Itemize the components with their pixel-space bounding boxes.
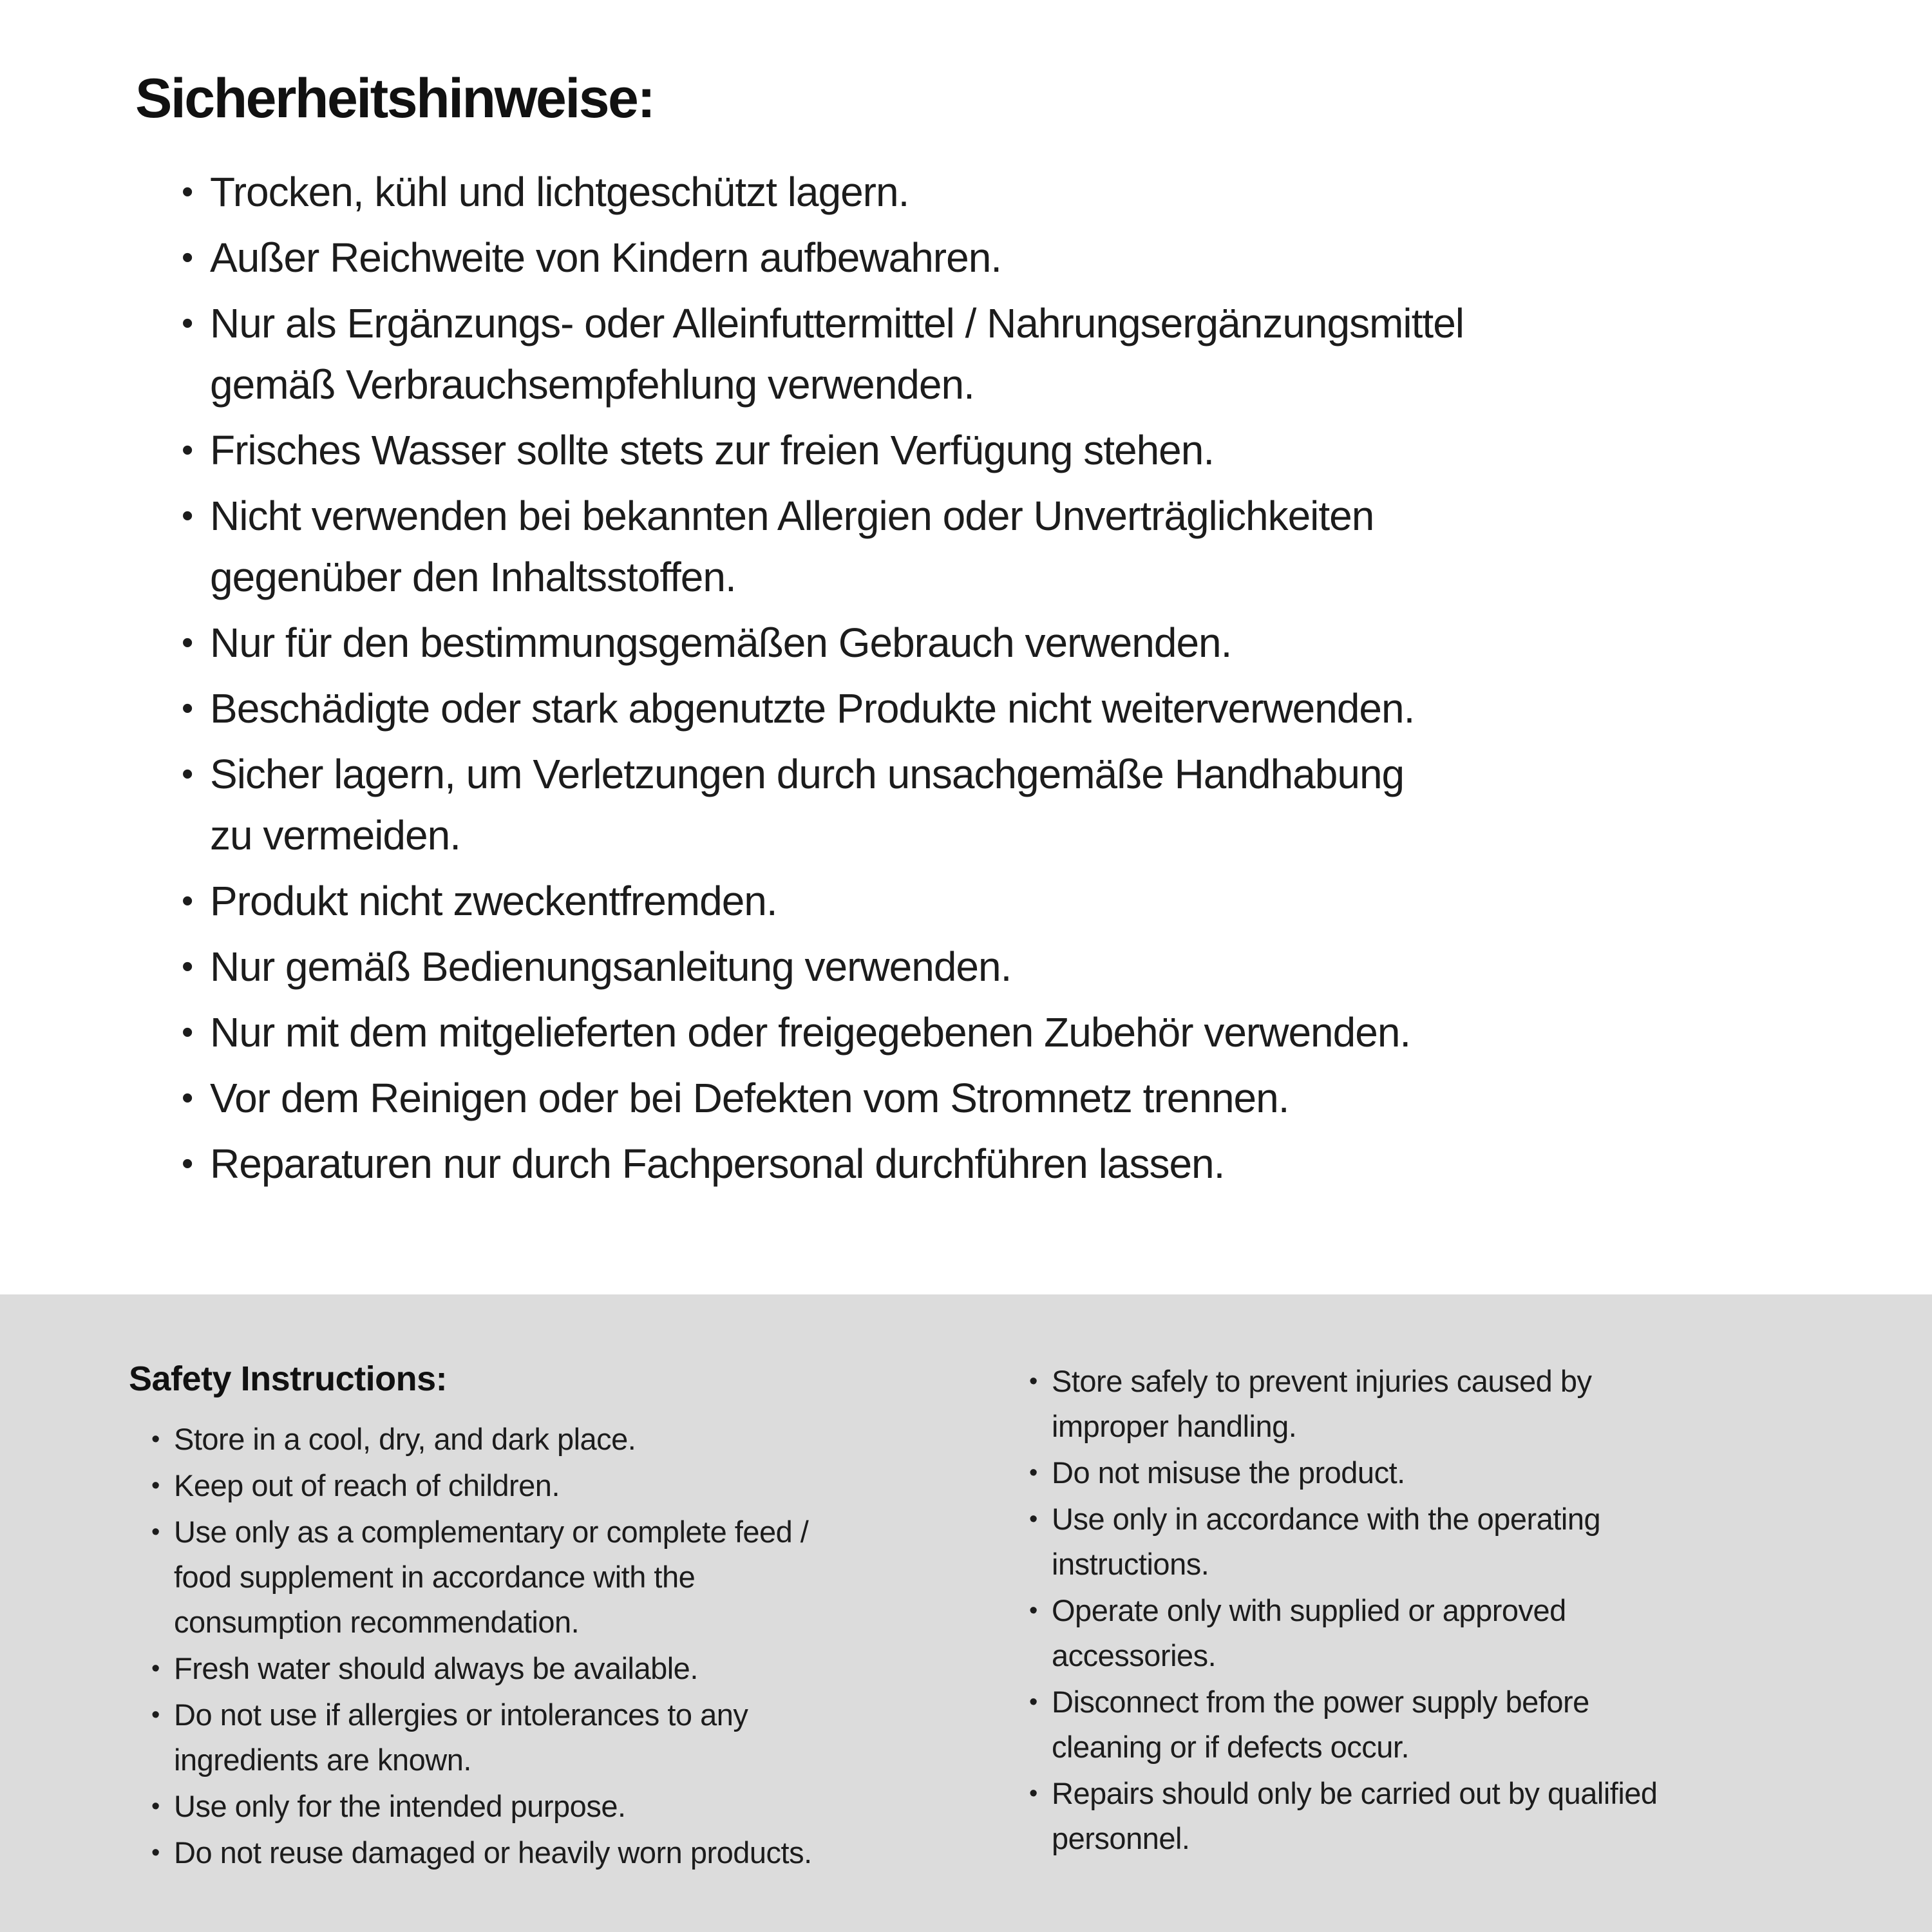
bullet-marker-icon: • (182, 497, 193, 535)
bullet-marker-icon: • (182, 755, 193, 793)
bullet-marker-icon: • (182, 948, 193, 985)
english-safety-list-right (1028, 1359, 1906, 1861)
list-item (179, 162, 1900, 223)
list-item-line: Produkt nicht zweckentfremden. (210, 878, 777, 924)
bullet-marker-icon: • (182, 1079, 193, 1117)
list-item (1028, 1497, 1906, 1587)
list-item-line: ingredients are known. (174, 1743, 471, 1777)
list-item-line: Use only in accordance with the operating (1052, 1502, 1601, 1536)
list-item (1028, 1588, 1906, 1678)
list-item-line: Nur für den bestimmungsgemäßen Gebrauch verwenden. (210, 620, 1232, 666)
list-item (179, 678, 1900, 739)
list-item-line: Do not use if allergies or intolerances to any (174, 1698, 748, 1732)
list-item (179, 486, 1900, 608)
list-item-line: Außer Reichweite von Kindern aufbewahren. (210, 234, 1002, 281)
list-item (150, 1463, 1028, 1508)
list-item-line: Beschädigte oder stark abgenutzte Produkte nicht weiterverwenden. (210, 685, 1415, 732)
english-left-column (129, 1359, 1028, 1877)
list-item (150, 1830, 1028, 1875)
list-item-line: Use only as a complementary or complete feed / (174, 1515, 809, 1549)
list-item-line: Trocken, kühl und lichtgeschützt lagern. (210, 169, 909, 215)
list-item (179, 293, 1900, 415)
list-item-line: Keep out of reach of children. (174, 1468, 560, 1502)
english-section-title: Safety Instructions: (129, 1359, 448, 1398)
list-item (179, 1068, 1900, 1129)
list-item-line: Nur gemäß Bedienungsanleitung verwenden. (210, 943, 1012, 990)
list-item-line: Store in a cool, dry, and dark place. (174, 1422, 636, 1456)
english-safety-section (0, 1294, 1932, 1932)
bullet-marker-icon: • (182, 431, 193, 469)
list-item (150, 1692, 1028, 1783)
list-item-line: gemäß Verbrauchsempfehlung verwenden. (210, 361, 974, 408)
list-item (179, 936, 1900, 998)
bullet-marker-icon: • (1029, 1689, 1037, 1716)
bullet-marker-icon: • (151, 1793, 160, 1820)
bullet-marker-icon: • (182, 882, 193, 920)
bullet-marker-icon: • (1029, 1597, 1037, 1624)
bullet-marker-icon: • (1029, 1780, 1037, 1807)
bullet-marker-icon: • (182, 690, 193, 727)
german-safety-list (179, 162, 1900, 1195)
list-item (1028, 1680, 1906, 1770)
bullet-marker-icon: • (182, 1014, 193, 1051)
list-item-line: gegenüber den Inhaltsstoffen. (210, 554, 736, 600)
bullet-marker-icon: • (151, 1701, 160, 1728)
bullet-marker-icon: • (182, 239, 193, 276)
bullet-marker-icon: • (151, 1426, 160, 1453)
list-item (179, 744, 1900, 866)
list-item-line: Do not reuse damaged or heavily worn products. (174, 1835, 812, 1870)
list-item-line: Sicher lagern, um Verletzungen durch unsachgemäße Handhabung (210, 751, 1405, 797)
list-item-line: Nicht verwenden bei bekannten Allergien oder Unverträglichkeiten (210, 493, 1374, 539)
list-item-line: accessories. (1052, 1638, 1217, 1672)
list-item (1028, 1771, 1906, 1861)
list-item (1028, 1359, 1906, 1449)
bullet-marker-icon: • (151, 1519, 160, 1546)
list-item (150, 1646, 1028, 1691)
list-item (179, 1133, 1900, 1195)
list-item-line: zu vermeiden. (210, 812, 460, 858)
bullet-marker-icon: • (182, 1145, 193, 1182)
list-item (150, 1510, 1028, 1645)
list-item (150, 1784, 1028, 1829)
list-item-line: instructions. (1052, 1547, 1209, 1581)
list-item-line: Frisches Wasser sollte stets zur freien Verfügung stehen. (210, 427, 1215, 473)
bullet-marker-icon: • (1029, 1459, 1037, 1486)
list-item-line: Do not misuse the product. (1052, 1455, 1405, 1490)
english-safety-list-left (150, 1417, 1028, 1875)
list-item (1028, 1450, 1906, 1495)
list-item-line: food supplement in accordance with the (174, 1560, 696, 1594)
english-right-column (1028, 1359, 1906, 1862)
list-item-line: Repairs should only be carried out by qualified (1052, 1776, 1658, 1810)
list-item-line: Disconnect from the power supply before (1052, 1685, 1589, 1719)
bullet-marker-icon: • (182, 305, 193, 342)
list-item-line: Vor dem Reinigen oder bei Defekten vom Stromnetz trennen. (210, 1075, 1289, 1121)
bullet-marker-icon: • (151, 1839, 160, 1866)
bullet-marker-icon: • (1029, 1368, 1037, 1395)
bullet-marker-icon: • (182, 624, 193, 661)
list-item-line: Nur mit dem mitgelieferten oder freigegebenen Zubehör verwenden. (210, 1009, 1411, 1056)
list-item-line: Use only for the intended purpose. (174, 1789, 626, 1823)
list-item (150, 1417, 1028, 1462)
bullet-marker-icon: • (151, 1655, 160, 1682)
list-item-line: Operate only with supplied or approved (1052, 1593, 1566, 1627)
list-item-line: Fresh water should always be available. (174, 1651, 698, 1685)
list-item-line: Nur als Ergänzungs- oder Alleinfuttermittel / Nahrungsergänzungsmittel (210, 300, 1464, 346)
list-item-line: Store safely to prevent injuries caused by (1052, 1364, 1592, 1398)
list-item-line: personnel. (1052, 1821, 1190, 1855)
bullet-marker-icon: • (151, 1472, 160, 1499)
list-item (179, 227, 1900, 289)
list-item-line: improper handling. (1052, 1409, 1297, 1443)
list-item (179, 1002, 1900, 1063)
list-item (179, 420, 1900, 481)
list-item-line: cleaning or if defects occur. (1052, 1730, 1410, 1764)
german-section-title: Sicherheitshinweise: (135, 68, 654, 129)
bullet-marker-icon: • (182, 173, 193, 211)
list-item (179, 612, 1900, 674)
list-item (179, 871, 1900, 932)
list-item-line: Reparaturen nur durch Fachpersonal durchführen lassen. (210, 1141, 1225, 1187)
list-item-line: consumption recommendation. (174, 1605, 580, 1639)
bullet-marker-icon: • (1029, 1506, 1037, 1533)
